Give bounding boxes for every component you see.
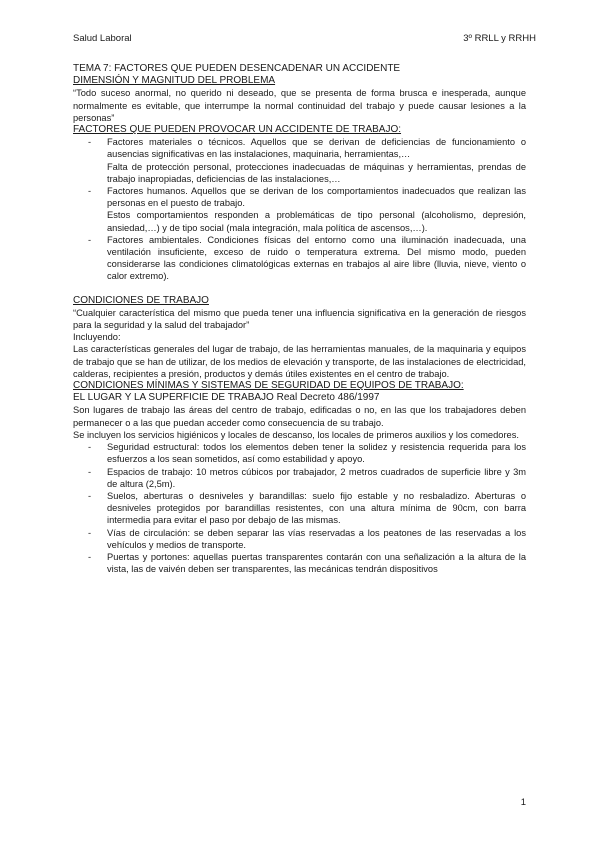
factor-text: Factores humanos. Aquellos que se derivan de los comportamientos inadecuados que realizan las personas en el puesto de trabajo. <box>107 186 526 209</box>
factors-list <box>73 136 526 282</box>
page-number: 1 <box>520 797 526 808</box>
page-header <box>73 33 536 44</box>
list-item: - Suelos, aberturas o desniveles y barandillas: suelo fijo estable y no resbaladizo. Aberturas o desniveles protegidos por barandillas resistentes, con una altura mínima de 90cm, con barra intermedia para evitar el paso por debajo de las mismas. <box>73 490 526 527</box>
header-left: Salud Laboral <box>73 33 132 44</box>
factor-subtext: Estos comportamientos responden a problemáticas de tipo personal (alcoholismo, depresión, ansiedad,…) y de tipo social (mala integración, mala política de ascensos,…). <box>107 210 526 233</box>
section-heading-minimum-conditions: CONDICIONES MÍNIMAS Y SISTEMAS DE SEGURIDAD DE EQUIPOS DE TRABAJO: <box>73 380 464 392</box>
workplace-requirements-list <box>73 441 526 575</box>
including-label: Incluyendo: <box>73 332 121 343</box>
header-right: 3º RRLL y RRHH <box>463 33 536 44</box>
list-item: - Vías de circulación: se deben separar las vías reservadas a los peatones de las reservadas a los vehículos y medios de transporte. <box>73 527 526 551</box>
list-item <box>73 234 526 283</box>
factor-subtext: Falta de protección personal, protecciones inadecuadas de máquinas y herramientas, prendas de trabajo inapropiadas, deficiencias de las instalaciones,… <box>107 161 526 184</box>
subsection-title: EL LUGAR Y LA SUPERFICIE DE TRABAJO <box>73 392 274 404</box>
section-heading-conditions: CONDICIONES DE TRABAJO <box>73 294 209 306</box>
workplace-paragraph: Son lugares de trabajo las áreas del centro de trabajo, edificadas o no, en las que los trabajadores deben permanecer o a las que puedan acceder como consecuencia de su trabajo. <box>73 405 526 428</box>
list-item: - Puertas y portones: aquellas puertas transparentes contarán con una señalización a la altura de la vista, las de vaivén deben ser transparentes, las mecánicas tendrán dispositivos <box>73 551 526 575</box>
subsection-heading <box>73 392 526 404</box>
list-item: - Espacios de trabajo: 10 metros cúbicos por trabajador, 2 metros cuadrados de superficie libre y 3m de altura (2,5m). <box>73 466 526 490</box>
document-title: TEMA 7: FACTORES QUE PUEDEN DESENCADENAR UN ACCIDENTE <box>73 63 401 74</box>
list-item <box>73 185 526 234</box>
conditions-quote: “Cualquier característica del mismo que pueda tener una influencia significativa en la generación de riesgos para la seguridad y la salud del trabajador” <box>73 307 526 331</box>
section-heading-dimension: DIMENSIÓN Y MAGNITUD DEL PROBLEMA <box>73 75 276 87</box>
factor-text: Factores ambientales. Condiciones físicas del entorno como una iluminación inadecuada, una ventilación insuficiente, exceso de ruido o temperatura extrema. Del mismo modo, pueden considerarse las condiciones climatológicas externas en trabajos al aire libre (lluvia, nieve, viento o calor extremo). <box>107 234 526 282</box>
list-item <box>73 136 526 185</box>
facilities-paragraph: Se incluyen los servicios higiénicos y locales de descanso, los locales de primeros auxilios y los comedores. <box>73 429 519 440</box>
definition-quote: “Todo suceso anormal, no querido ni deseado, que se presenta de forma brusca e inesperada, aunque normalmente es evitable, que interrumpe la normal continuidad del trabajo y puede causar lesiones a la personas” <box>73 88 526 123</box>
including-text: Las características generales del lugar de trabajo, de las herramientas manuales, de la maquinaria y equipos de trabajo que se han de utilizar, de los medios de elevación y transporte, de las instalaciones de electricidad, calderas, recipientes a presión, productos y demás útiles existentes en el centro de trabajo. <box>73 344 526 379</box>
factor-text: Factores materiales o técnicos. Aquellos que se derivan de deficiencias de funcionamiento o ausencias significativas en las instalaciones, maquinaria, herramientas,… <box>107 137 526 160</box>
subsection-reference: Real Decreto 486/1997 <box>276 392 380 404</box>
page-content <box>73 63 526 587</box>
section-heading-factors: FACTORES QUE PUEDEN PROVOCAR UN ACCIDENTE DE TRABAJO: <box>73 124 402 136</box>
list-item: - Seguridad estructural: todos los elementos deben tener la solidez y resistencia requerida para los esfuerzos a los sean sometidos, así como estabilidad y apoyo. <box>73 441 526 465</box>
